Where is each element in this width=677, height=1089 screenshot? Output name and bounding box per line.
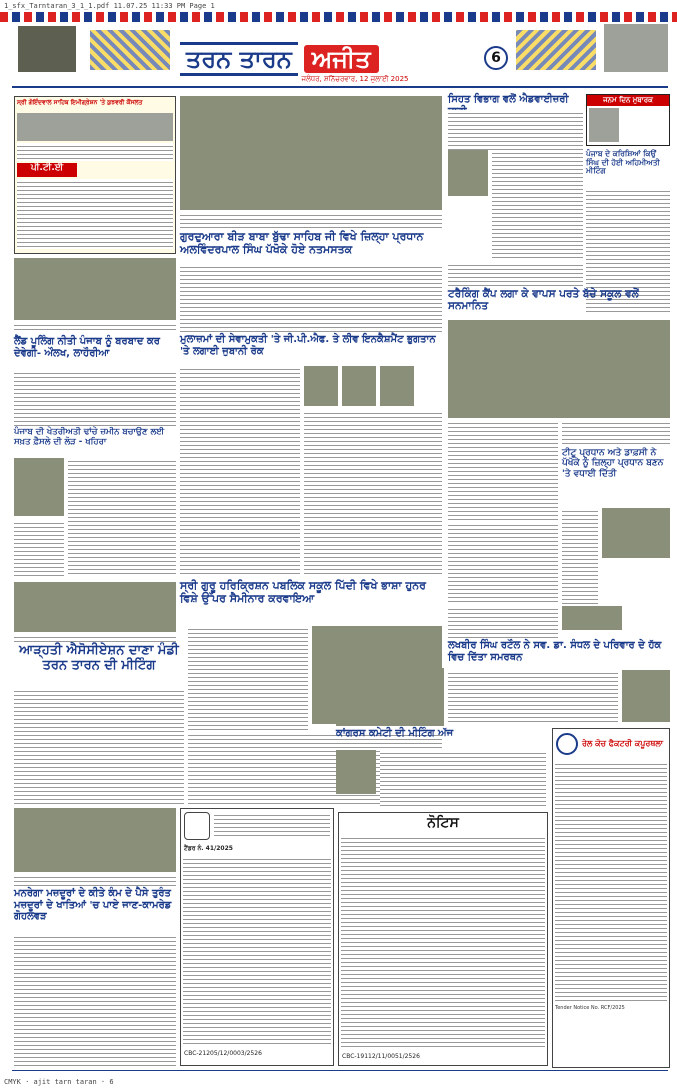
headline-congress: ਕਾਂਗਰਸ ਕਮੇਟੀ ਦੀ ਮੀਟਿੰਗ ਅੱਜ xyxy=(336,728,454,739)
photo-tracking-students xyxy=(448,320,670,418)
page-number: 6 xyxy=(484,46,508,70)
headline-arhtia: ਆੜ੍ਹਤੀ ਐਸੋਸੀਏਸ਼ਨ ਦਾਣਾ ਮੰਡੀ ਤਰਨ ਤਾਰਨ ਦੀ ਮੀਟਿੰਗ xyxy=(19,643,179,673)
photo-lakhbir xyxy=(622,670,670,722)
photo-congress xyxy=(336,668,444,726)
notice-heading: ਨੋਟਿਸ xyxy=(427,815,459,831)
building-image xyxy=(604,24,668,72)
birthday-photo xyxy=(589,108,619,142)
photo-arhtia xyxy=(14,582,176,632)
notice-cbc-code: CBC-19112/11/0051/2526 xyxy=(342,1053,420,1061)
headline-employees: ਮੁਲਾਜ਼ਮਾਂ ਦੀ ਸੇਵਾਮੁਕਤੀ 'ਤੇ ਜੀ.ਪੀ.ਐਫ. ਤੇ ਲੀਵ ਇਨਕੈਸ਼ਮੈਂਟ ਭੁਗਤਾਨ 'ਤੇ ਲਗਾਈ ਜੁਬਾਨੀ ਰੋਕ xyxy=(180,334,436,357)
golden-temple-image xyxy=(18,26,76,72)
photo-leader-3 xyxy=(380,366,414,406)
immigration-ad-photo xyxy=(17,113,173,141)
photo-tito xyxy=(602,508,670,558)
headline-gurdwara: ਗੁਰਦੁਆਰਾ ਬੀੜ ਬਾਬਾ ਬੁੱਢਾ ਸਾਹਿਬ ਜੀ ਵਿਖੇ ਜ਼ਿਲ੍ਹਾ ਪ੍ਰਧਾਨ ਅਲਵਿੰਦਰਪਾਲ ਸਿੰਘ ਪੱਖੋਕੇ ਹੋਏ ਨਤਮਸਤਕ xyxy=(180,230,424,256)
photo-mnrega xyxy=(14,808,176,872)
headline-health: ਸਿਹਤ ਵਿਭਾਗ ਵਲੋਂ ਐਡਵਾਈਜ਼ਰੀ xyxy=(448,94,569,105)
masthead-ornament xyxy=(90,30,170,70)
birthday-box xyxy=(586,94,670,146)
headline-school: ਸ੍ਰੀ ਗੁਰੂ ਹਰਿਕ੍ਰਿਸ਼ਨ ਪਬਲਿਕ ਸਕੂਲ ਪਿੱਦੀ ਵਿਖੇ ਭਾਸ਼ਾ ਹੁਨਰ ਵਿਸ਼ੇ ਉੱਪਰ ਸੈਮੀਨਾਰ ਕਰਵਾਇਆ xyxy=(180,579,426,605)
photo-leader-2 xyxy=(342,366,376,406)
tender-number: ਟੈਂਡਰ ਨੰ. 41/2025 xyxy=(184,845,233,852)
page-footer: CMYK · ajit tarn taran · 6 xyxy=(4,1078,114,1086)
tender-cbc-code: CBC-21205/12/0003/2526 xyxy=(184,1050,262,1057)
emblem-icon xyxy=(184,812,210,840)
print-strip: 1_sfx_Tarntaran_3_1_1.pdf 11.07.25 11:33 PM Page 1 xyxy=(4,2,215,10)
photo-land-pooling xyxy=(14,258,176,320)
masthead-rule xyxy=(12,86,668,88)
birthday-heading: ਜਨਮ ਦਿਨ ਮੁਬਾਰਕ xyxy=(587,95,669,106)
headline-lakhbir: ਲਖਬੀਰ ਸਿੰਘ ਰਟੌਲ ਨੇ ਸਵ. ਡਾ. ਸੰਧਲ ਦੇ ਪਰਿਵਾਰ ਦੇ ਹੱਕ ਵਿਚ ਦਿੱਤਾ ਸਮਰਥਨ xyxy=(448,640,662,663)
headline-tracking: ਟਰੈਕਿੰਗ ਕੈਂਪ ਲਗਾ ਕੇ ਵਾਪਸ ਪਰਤੇ ਬੱਚੇ ਸਕੂਲ ਵਲੋਂ ਸਨਮਾਨਿਤ xyxy=(448,288,639,313)
headline-punjab-meeting: ਪੰਜਾਬ ਦੇ ਕਰਿਸ਼ਿਆਂ ਕਿਉਂ ਸਿੰਘ ਦੀ ਹੋਈ ਅਹਿਮੀਅਤੀ ਮੀਟਿੰਗ xyxy=(586,149,660,176)
photo-congress-leader xyxy=(336,750,376,794)
photo-khaira xyxy=(14,458,64,516)
masthead-tarn-taran: ਤਰਨ ਤਾਰਨ xyxy=(180,42,298,76)
headline-land-pooling: ਲੈਂਡ ਪੂਲਿੰਗ ਨੀਤੀ ਪੰਜਾਬ ਨੂੰ ਬਰਬਾਦ ਕਰ ਦੇਵੇਗੀ- ਔਲਖ, ਲਾਹੌਰੀਆ xyxy=(14,336,160,359)
railway-ad xyxy=(552,728,670,1068)
photo-health-officer xyxy=(448,150,488,196)
headline-punjab: ਪੰਜਾਬ ਦੀ ਖੇਤਰੀਅਤੀ ਢਾਂਚੇ ਜ਼ਮੀਨ ਬਚਾਉਣ ਲਈ ਸਖ਼ਤ ਫ਼ੈਸਲੇ ਦੀ ਲੋੜ - ਖਹਿਰਾ xyxy=(14,427,165,447)
headline-tito: ਟੀਟੂ ਪ੍ਰਧਾਨ ਅਤੇ ਡਾਫ਼ਸੀ ਨੇ ਪੱਖੋਕੇ ਨੂੰ ਜ਼ਿਲ੍ਹਾ ਪ੍ਰਧਾਨ ਬਣਨ 'ਤੇ ਵਧਾਈ ਦਿੱਤੀ xyxy=(562,448,664,479)
photo-leader-1 xyxy=(304,366,338,406)
masthead-ajit: ਅਜੀਤ xyxy=(304,45,379,73)
masthead-ornament-right xyxy=(516,30,596,70)
photo-tito-2 xyxy=(562,606,622,630)
railway-tender-no: Tender Notice No. RCF/2025 xyxy=(555,1005,625,1011)
headline-mnrega: ਮਨਰੇਗਾ ਮਜ਼ਦੂਰਾਂ ਦੇ ਕੀਤੇ ਕੰਮ ਦੇ ਪੈਸੇ ਤੁਰੰਤ ਮਜ਼ਦੂਰਾਂ ਦੇ ਖਾਤਿਆਂ 'ਚ ਪਾਏ ਜਾਣ-ਕਾਮਰੇਡ ਗੋਹਲਵੜ xyxy=(14,888,172,922)
immigration-ad xyxy=(14,96,176,254)
dateline: ਜਲੰਧਰ, ਸ਼ਨਿੱਚਰਵਾਰ, 12 ਜੁਲਾਈ 2025 xyxy=(301,75,409,83)
decorative-border xyxy=(0,12,677,22)
railway-logo xyxy=(556,733,578,755)
pte-badge: ਪੀ.ਟੀ.ਈ xyxy=(17,163,77,177)
tender-ad xyxy=(180,808,334,1066)
masthead xyxy=(180,40,500,78)
railway-heading: ਰੇਲ ਕੋਚ ਫੈਕਟਰੀ ਕਪੂਰਥਲਾ xyxy=(582,739,664,749)
photo-gurdwara xyxy=(180,96,442,210)
notice-ad xyxy=(338,812,548,1066)
immigration-ad-title: ਸ੍ਰੀ ਗੋਇੰਦਵਾਲ ਸਾਹਿਬ ਇਮੀਗ੍ਰੇਸ਼ਨ 'ਤੇ ਕੁਝਵਰੀ ਕੌਂਸਲਤ xyxy=(17,99,143,106)
